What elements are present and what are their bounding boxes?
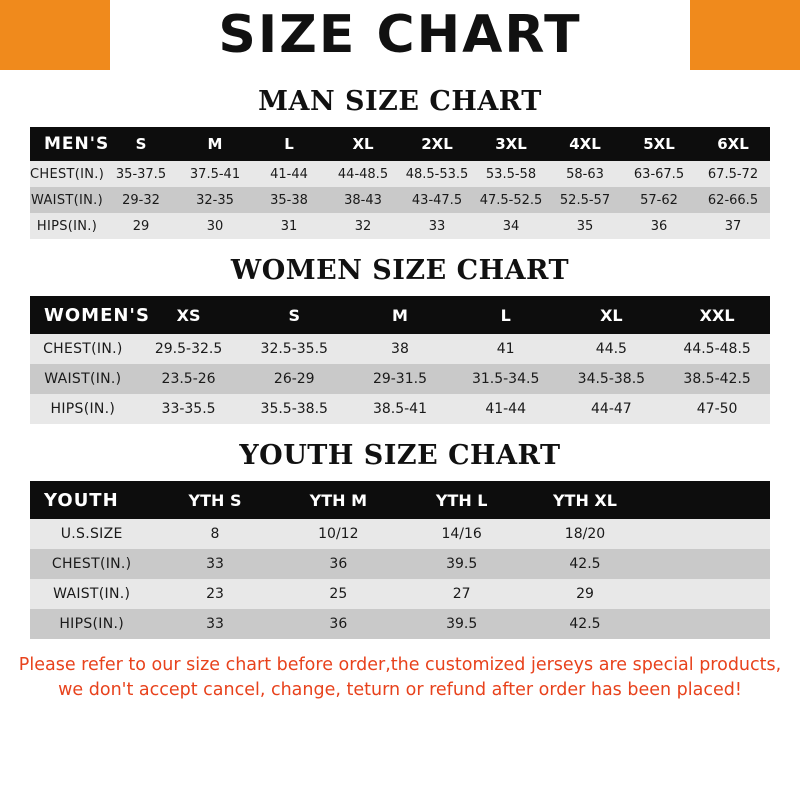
table-cell: 35-37.5 (104, 161, 178, 187)
table-cell: 23 (153, 579, 276, 609)
table-header-row (30, 127, 770, 161)
table-cell: 10/12 (277, 519, 400, 549)
table-cell: 42.5 (523, 609, 646, 639)
table-cell: 34 (474, 213, 548, 239)
column-header: WOMEN'S (30, 296, 136, 334)
page-title: SIZE CHART (218, 5, 582, 65)
table-row (30, 161, 770, 187)
table-cell: 53.5-58 (474, 161, 548, 187)
table-row (30, 394, 770, 424)
table-cell: 44.5 (559, 334, 665, 364)
table-cell: 41 (453, 334, 559, 364)
column-header: S (104, 127, 178, 161)
column-header: XL (559, 296, 665, 334)
table-row (30, 213, 770, 239)
table-cell: 33 (153, 609, 276, 639)
table-cell: 41-44 (252, 161, 326, 187)
table-cell: 29-31.5 (347, 364, 453, 394)
table-row (30, 364, 770, 394)
footer-note-line-2: we don't accept cancel, change, teturn or refund after order has been placed! (58, 680, 742, 701)
table-cell: 43-47.5 (400, 187, 474, 213)
table-cell: 32-35 (178, 187, 252, 213)
man-table-wrap (0, 127, 800, 239)
row-label: HIPS(IN.) (30, 609, 153, 639)
table-cell: 14/16 (400, 519, 523, 549)
women-table-wrap (0, 296, 800, 424)
table-cell: 37.5-41 (178, 161, 252, 187)
column-header: L (453, 296, 559, 334)
table-cell: 62-66.5 (696, 187, 770, 213)
table-cell: 41-44 (453, 394, 559, 424)
table-cell: 63-67.5 (622, 161, 696, 187)
table-cell: 38.5-42.5 (664, 364, 770, 394)
column-header: L (252, 127, 326, 161)
column-header: MEN'S (30, 127, 104, 161)
table-cell: 48.5-53.5 (400, 161, 474, 187)
column-header: YTH XL (523, 481, 646, 519)
column-header: 2XL (400, 127, 474, 161)
table-header-row (30, 481, 770, 519)
column-header: YTH M (277, 481, 400, 519)
table-cell: 35-38 (252, 187, 326, 213)
row-label: HIPS(IN.) (30, 213, 104, 239)
column-header: YOUTH (30, 481, 153, 519)
table-cell: 57-62 (622, 187, 696, 213)
table-cell: 32.5-35.5 (241, 334, 347, 364)
table-cell: 44-48.5 (326, 161, 400, 187)
column-header: 6XL (696, 127, 770, 161)
table-row (30, 609, 770, 639)
table-cell: 31 (252, 213, 326, 239)
table-cell: 39.5 (400, 609, 523, 639)
section-title-man: MAN SIZE CHART (258, 86, 542, 117)
table-header-row (30, 296, 770, 334)
table-cell: 33-35.5 (136, 394, 242, 424)
table-cell: 38.5-41 (347, 394, 453, 424)
table-cell: 33 (400, 213, 474, 239)
table-cell: 36 (622, 213, 696, 239)
table-cell: 44.5-48.5 (664, 334, 770, 364)
women-size-table (30, 296, 770, 424)
row-label: WAIST(IN.) (30, 364, 136, 394)
footer-note (0, 639, 800, 704)
footer-note-line-1: Please refer to our size chart before order,the customized jerseys are special products, (18, 655, 782, 675)
row-label: WAIST(IN.) (30, 187, 104, 213)
table-cell: 27 (400, 579, 523, 609)
table-cell: 67.5-72 (696, 161, 770, 187)
column-header: S (241, 296, 347, 334)
table-cell: 18/20 (523, 519, 646, 549)
table-cell-empty (647, 549, 770, 579)
table-cell: 42.5 (523, 549, 646, 579)
table-cell: 29 (523, 579, 646, 609)
table-cell: 44-47 (559, 394, 665, 424)
table-cell: 32 (326, 213, 400, 239)
table-cell: 36 (277, 549, 400, 579)
column-header: 5XL (622, 127, 696, 161)
column-header: XS (136, 296, 242, 334)
row-label: HIPS(IN.) (30, 394, 136, 424)
row-label: U.S.SIZE (30, 519, 153, 549)
table-cell: 30 (178, 213, 252, 239)
table-cell: 47-50 (664, 394, 770, 424)
table-cell: 8 (153, 519, 276, 549)
man-size-table (30, 127, 770, 239)
column-header-empty (647, 481, 770, 519)
table-cell: 34.5-38.5 (559, 364, 665, 394)
youth-table-wrap (0, 481, 800, 639)
header-band (0, 0, 800, 70)
table-cell: 29.5-32.5 (136, 334, 242, 364)
table-cell-empty (647, 519, 770, 549)
youth-size-table (30, 481, 770, 639)
table-cell: 39.5 (400, 549, 523, 579)
table-cell: 58-63 (548, 161, 622, 187)
table-cell: 38 (347, 334, 453, 364)
table-row (30, 187, 770, 213)
table-cell: 37 (696, 213, 770, 239)
column-header: 4XL (548, 127, 622, 161)
column-header: M (178, 127, 252, 161)
table-row (30, 549, 770, 579)
table-cell: 23.5-26 (136, 364, 242, 394)
table-row (30, 519, 770, 549)
row-label: WAIST(IN.) (30, 579, 153, 609)
table-cell: 29 (104, 213, 178, 239)
row-label: CHEST(IN.) (30, 334, 136, 364)
column-header: XL (326, 127, 400, 161)
section-title-women: WOMEN SIZE CHART (230, 255, 570, 286)
row-label: CHEST(IN.) (30, 549, 153, 579)
table-cell: 38-43 (326, 187, 400, 213)
table-cell: 35 (548, 213, 622, 239)
table-cell: 31.5-34.5 (453, 364, 559, 394)
column-header: YTH S (153, 481, 276, 519)
table-cell: 25 (277, 579, 400, 609)
table-cell-empty (647, 609, 770, 639)
table-cell-empty (647, 579, 770, 609)
table-cell: 35.5-38.5 (241, 394, 347, 424)
table-cell: 33 (153, 549, 276, 579)
section-title-youth: YOUTH SIZE CHART (239, 440, 561, 471)
row-label: CHEST(IN.) (30, 161, 104, 187)
column-header: 3XL (474, 127, 548, 161)
table-cell: 36 (277, 609, 400, 639)
table-cell: 52.5-57 (548, 187, 622, 213)
table-cell: 26-29 (241, 364, 347, 394)
table-cell: 29-32 (104, 187, 178, 213)
column-header: XXL (664, 296, 770, 334)
column-header: M (347, 296, 453, 334)
table-cell: 47.5-52.5 (474, 187, 548, 213)
column-header: YTH L (400, 481, 523, 519)
table-row (30, 334, 770, 364)
table-row (30, 579, 770, 609)
